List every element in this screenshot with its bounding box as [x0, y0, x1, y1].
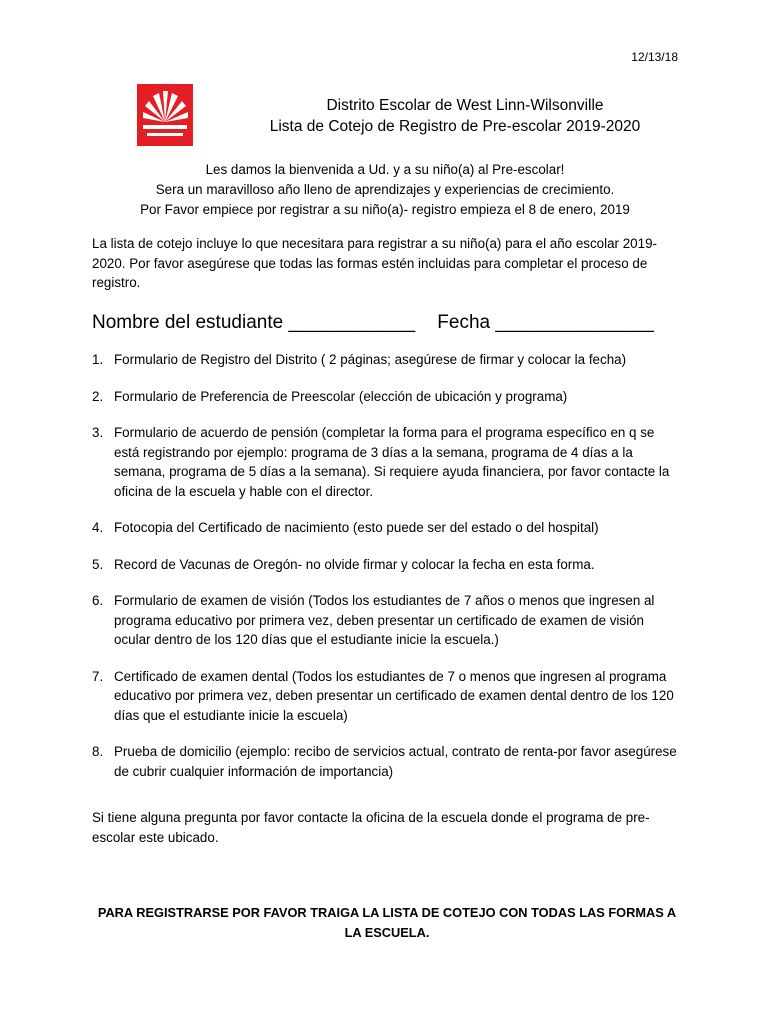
- item-text: Prueba de domicilio (ejemplo: recibo de servicios actual, contrato de renta-por favor asegúrese de cubrir cualquier información de importancia): [114, 744, 677, 779]
- item-number: 7.: [92, 668, 104, 684]
- checklist-title: Lista de Cotejo de Registro de Pre-escolar 2019-2020: [269, 118, 641, 135]
- item-text: Formulario de examen de visión (Todos los estudiantes de 7 años o menos que ingresen al programa educativo por primera vez, deben presentar un certificado de examen de visión ocular dentro de los 120 días que el estudiante inicie la escuela.): [114, 593, 655, 647]
- welcome-line: Por Favor empiece por registrar a su niño(a)- registro empieza el 8 de enero, 2019: [140, 202, 630, 217]
- date-field: Fecha _______________: [437, 312, 654, 333]
- item-text: Fotocopia del Certificado de nacimiento (esto puede ser del estado o del hospital): [114, 520, 599, 535]
- item-number: 1.: [92, 352, 104, 367]
- item-number: 2.: [92, 388, 104, 404]
- item-text: Formulario de Preferencia de Preescolar (elección de ubicación y programa): [114, 388, 568, 404]
- footer-instruction: PARA REGISTRARSE POR FAVOR TRAIGA LA LISTA DE COTEJO CON TODAS LAS FORMAS A LA ESCUELA.: [97, 905, 677, 940]
- welcome-message: [0, 160, 770, 220]
- checklist-item: [92, 667, 682, 726]
- student-name-field: Nombre del estudiante ____________: [92, 312, 416, 333]
- document-header: [0, 95, 770, 137]
- checklist: [92, 350, 682, 798]
- item-number: 3.: [92, 425, 104, 440]
- closing-paragraph: Si tiene alguna pregunta por favor contacte la oficina de la escuela donde el programa de pre-escolar este ubicado.: [92, 810, 650, 845]
- item-number: 6.: [92, 593, 104, 608]
- checklist-item: [92, 555, 682, 575]
- item-text: Certificado de examen dental (Todos los estudiantes de 7 o menos que ingresen al programa educativo por primera vez, deben presentar un certificado de examen dental dentro de los 120 días que el estudiante inicie la escuela): [114, 668, 674, 723]
- checklist-item: [92, 742, 682, 781]
- district-name: Distrito Escolar de West Linn-Wilsonville: [326, 97, 604, 114]
- checklist-item: [92, 350, 682, 370]
- item-text: Record de Vacunas de Oregón- no olvide firmar y colocar la fecha en esta forma.: [114, 556, 595, 572]
- intro-paragraph: La lista de cotejo incluye lo que necesitara para registrar a su niño(a) para el año escolar 2019-2020. Por favor asegúrese que todas las formas estén incluidas para completar el proceso de registro.: [92, 236, 657, 290]
- item-number: 8.: [92, 744, 104, 759]
- item-number: 5.: [92, 556, 104, 572]
- checklist-item: [92, 518, 682, 538]
- checklist-item: [92, 387, 682, 407]
- checklist-item: [92, 423, 682, 501]
- document-date: 12/13/18: [631, 50, 678, 64]
- item-text: Formulario de Registro del Distrito ( 2 páginas; asegúrese de firmar y colocar la fecha): [114, 352, 627, 367]
- welcome-line: Les damos la bienvenida a Ud. y a su niño(a) al Pre-escolar!: [205, 162, 565, 177]
- item-number: 4.: [92, 520, 104, 535]
- student-info-line: [92, 312, 692, 334]
- checklist-item: [92, 591, 682, 650]
- welcome-line: Sera un maravilloso año lleno de aprendizajes y experiencias de crecimiento.: [155, 182, 615, 197]
- item-text: Formulario de acuerdo de pensión (completar la forma para el programa específico en q se está registrando por ejemplo: programa de 3 días a la semana, programa de 4 días a la semana, programa de 5 días a la semana). Si requiere ayuda financiera, por favor contacte la oficina de la escuela y hable con el director.: [114, 425, 670, 499]
